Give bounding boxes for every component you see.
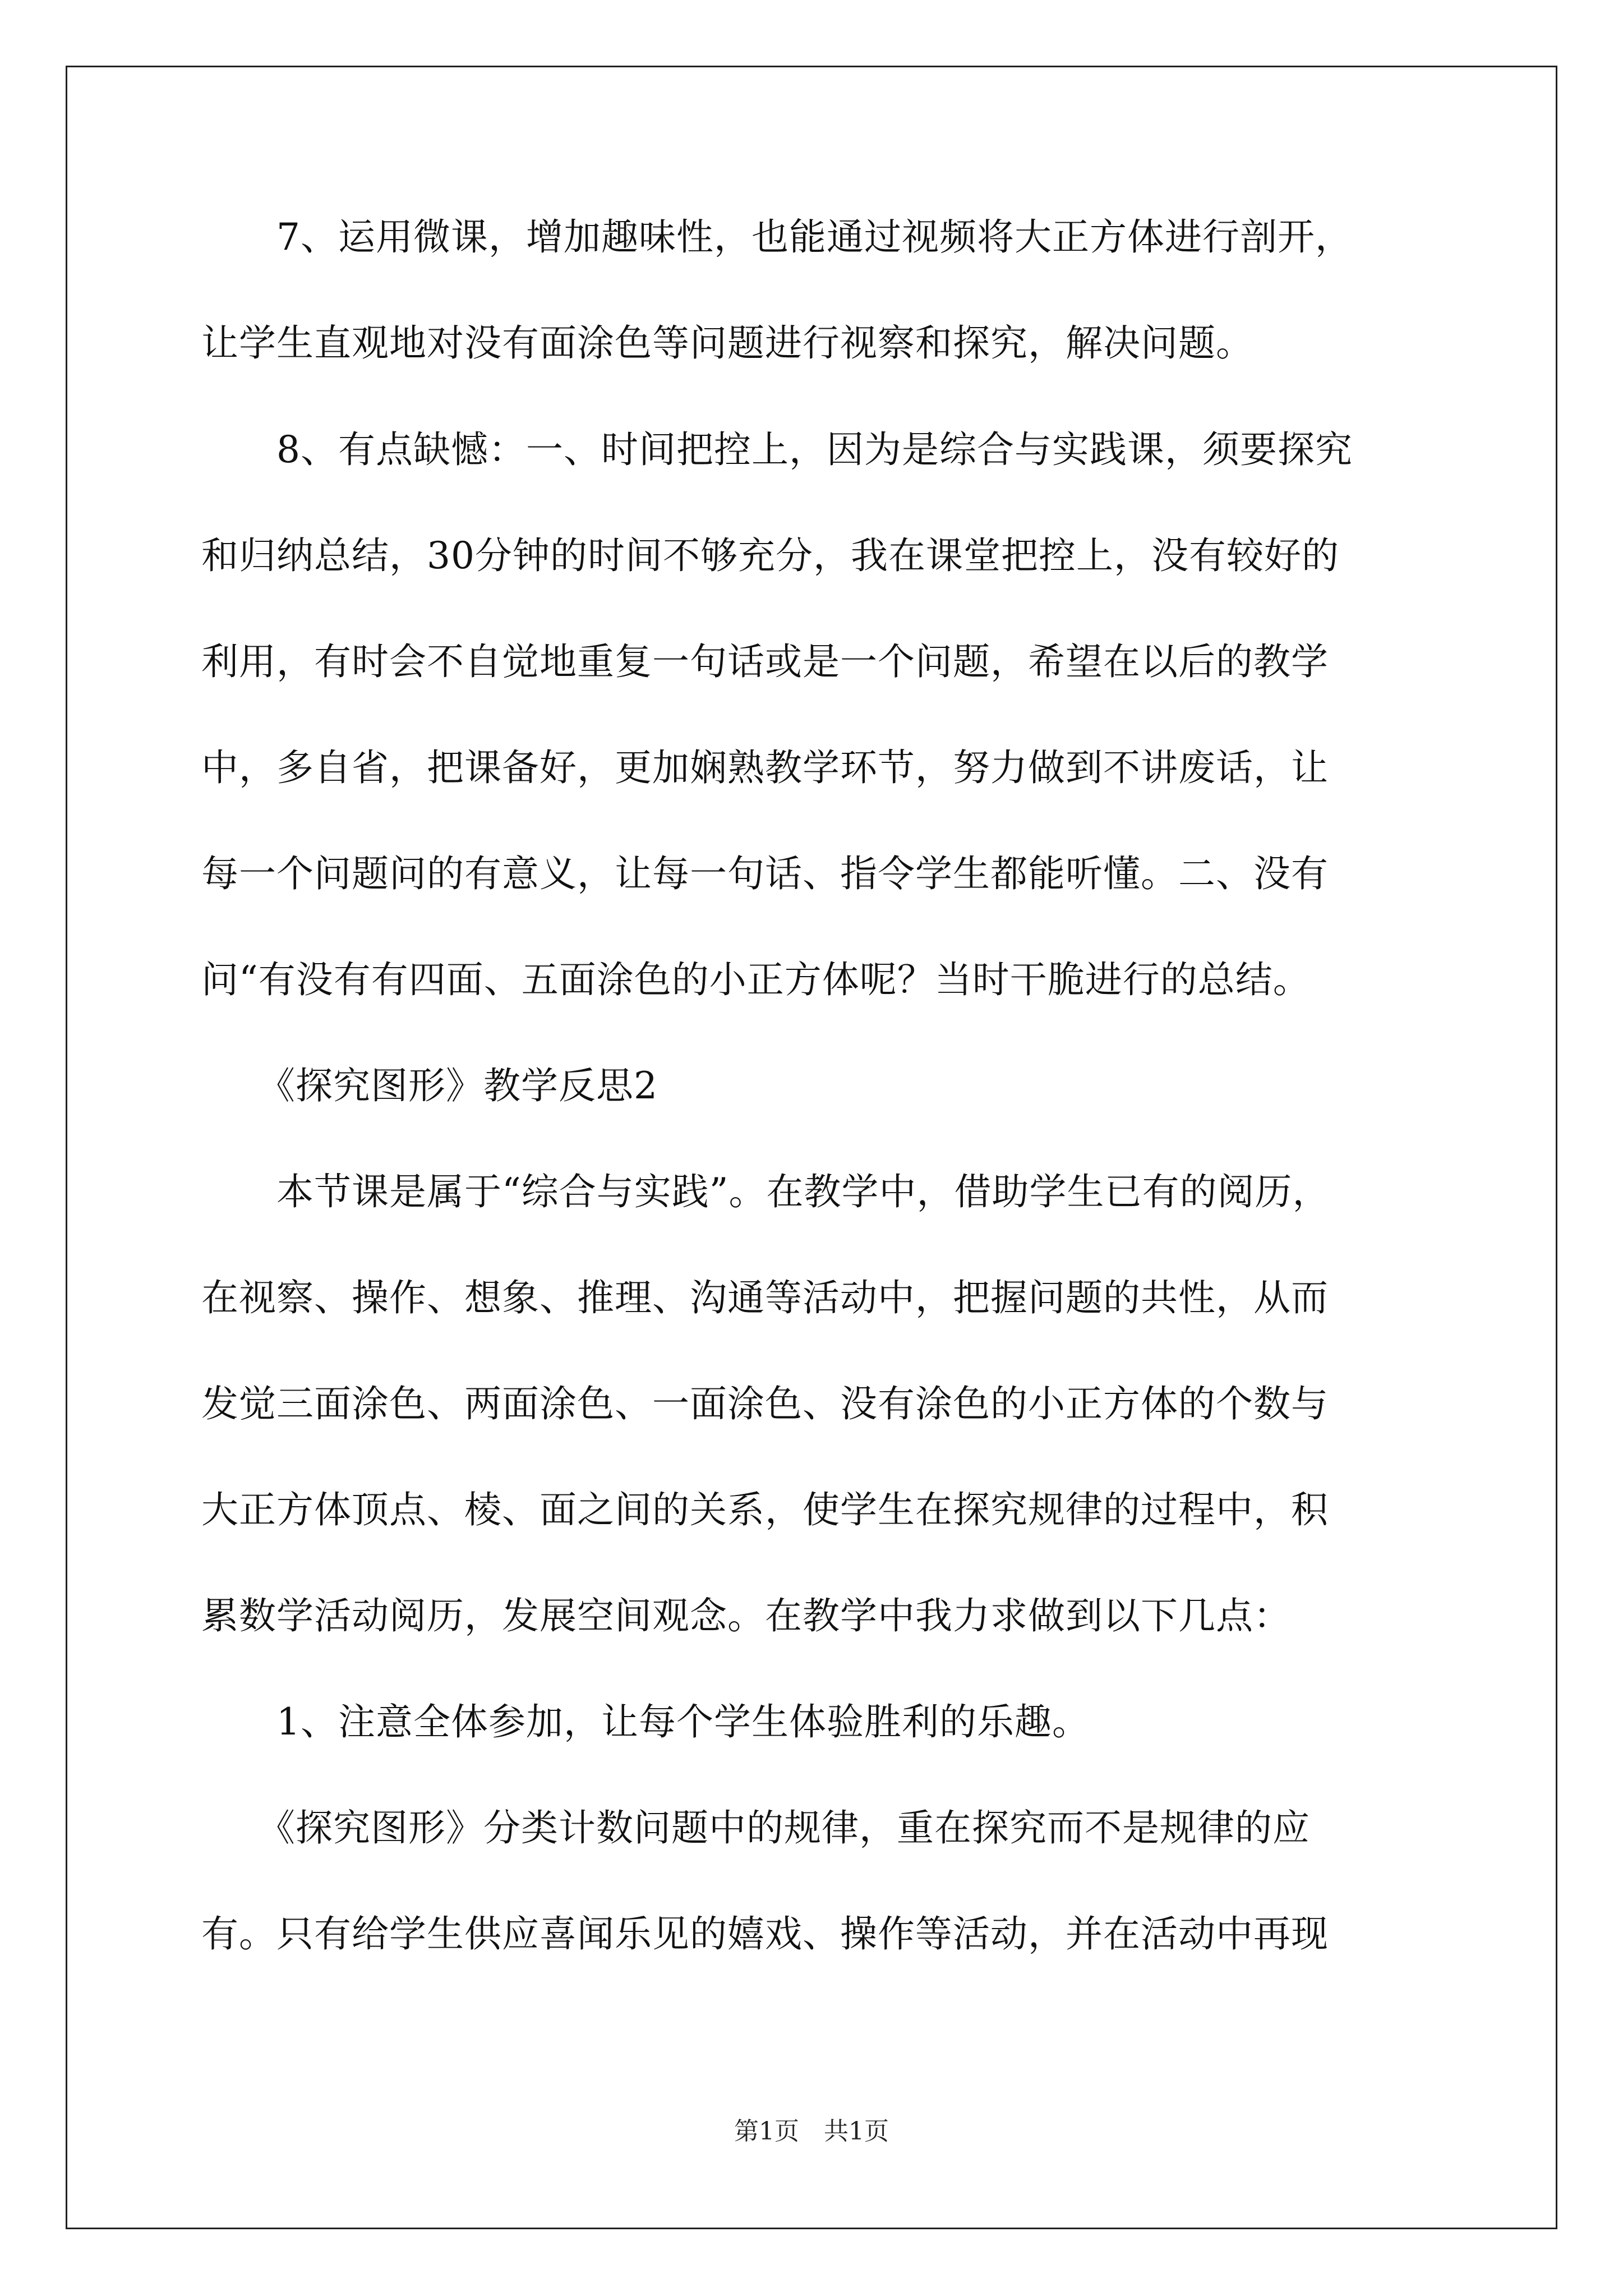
- page-border: [66, 66, 1557, 2229]
- section-heading: 《探究图形》教学反思2: [201, 1064, 658, 1107]
- text-line: 8、有点缺憾：一、时间把控上，因为是综合与实践课，须要探究: [201, 428, 1353, 471]
- text-line: 《探究图形》分类计数问题中的规律，重在探究而不是规律的应: [201, 1806, 1310, 1849]
- text-line: 每一个问题问的有意义，让每一句话、指令学生都能听懂。二、没有: [201, 852, 1329, 895]
- text-line: 大正方体顶点、棱、面之间的关系，使学生在探究规律的过程中，积: [201, 1488, 1329, 1531]
- page-footer: 第1页 共1页: [734, 2117, 889, 2146]
- text-line: 1、注意全体参加，让每个学生体验胜利的乐趣。: [201, 1700, 1090, 1743]
- text-line: 累数学活动阅历，发展空间观念。在教学中我力求做到以下几点：: [201, 1594, 1291, 1637]
- text-line: 利用，有时会不自觉地重复一句话或是一个问题，希望在以后的教学: [201, 640, 1329, 683]
- text-line: 中，多自省，把课备好，更加娴熟教学环节，努力做到不讲废话，让: [201, 746, 1329, 789]
- text-line: 有。只有给学生供应喜闻乐见的嬉戏、操作等活动，并在活动中再现: [201, 1912, 1329, 1955]
- text-line: 在视察、操作、想象、推理、沟通等活动中，把握问题的共性，从而: [201, 1276, 1329, 1319]
- text-line: 和归纳总结，30分钟的时间不够充分，我在课堂把控上，没有较好的: [201, 534, 1339, 577]
- text-line: 发觉三面涂色、两面涂色、一面涂色、没有涂色的小正方体的个数与: [201, 1382, 1329, 1425]
- text-line: 问“有没有有四面、五面涂色的小正方体呢？当时干脆进行的总结。: [201, 958, 1311, 1001]
- text-line: 7、运用微课，增加趣味性，也能通过视频将大正方体进行剖开，: [201, 215, 1353, 259]
- text-line: 让学生直观地对没有面涂色等问题进行视察和探究，解决问题。: [201, 321, 1253, 365]
- text-line: 本节课是属于“综合与实践”。在教学中，借助学生已有的阅历，: [201, 1170, 1330, 1213]
